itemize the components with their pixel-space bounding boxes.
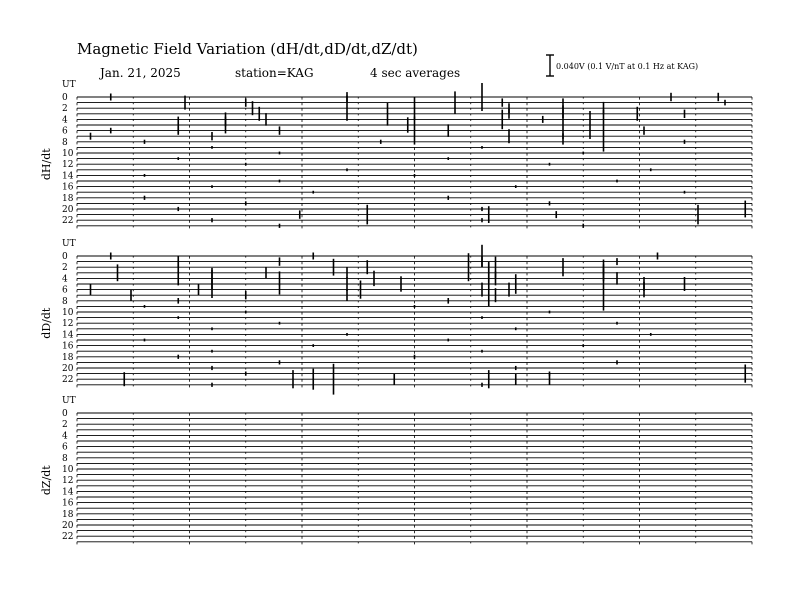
chart-title: Magnetic Field Variation (dH/dt,dD/dt,dZ/dt) xyxy=(77,40,418,58)
hour-tick-label: 8 xyxy=(62,137,68,148)
panel-ylabel: dH/dt xyxy=(40,148,53,181)
hour-tick-label: 0 xyxy=(62,409,68,419)
panel-1 xyxy=(40,239,752,395)
hour-tick-label: 8 xyxy=(62,296,68,307)
hour-tick-label: 22 xyxy=(62,216,74,227)
hour-tick-label: 18 xyxy=(62,193,74,204)
hour-tick-label: 8 xyxy=(62,453,68,464)
hour-tick-label: 16 xyxy=(62,341,74,352)
hour-tick-label: 22 xyxy=(62,532,74,543)
hour-tick-label: 2 xyxy=(62,420,68,431)
hour-tick-label: 20 xyxy=(62,205,74,215)
hour-tick-label: 14 xyxy=(62,171,74,182)
hour-tick-label: 16 xyxy=(62,498,74,509)
hour-tick-label: 18 xyxy=(62,509,74,520)
hour-tick-label: 4 xyxy=(62,115,68,126)
hour-tick-label: 2 xyxy=(62,104,68,115)
scale-bar-label: 0.040V (0.1 V/nT at 0.1 Hz at KAG) xyxy=(556,62,699,71)
averaging-label: 4 sec averages xyxy=(370,66,461,80)
ut-axis-label: UT xyxy=(62,239,76,249)
hour-tick-label: 4 xyxy=(62,431,68,442)
hour-tick-label: 6 xyxy=(62,126,68,137)
panel-0 xyxy=(40,80,752,228)
ut-axis-label: UT xyxy=(62,396,76,406)
station-label: station=KAG xyxy=(235,66,314,80)
hour-tick-label: 12 xyxy=(62,319,74,330)
hour-tick-label: 20 xyxy=(62,521,74,531)
hour-tick-label: 2 xyxy=(62,263,68,274)
hour-tick-label: 22 xyxy=(62,375,74,386)
scale-bar xyxy=(546,55,698,76)
hour-tick-label: 10 xyxy=(62,149,74,159)
hour-tick-label: 0 xyxy=(62,252,68,262)
hour-tick-label: 16 xyxy=(62,182,74,193)
hour-tick-label: 6 xyxy=(62,442,68,453)
hour-tick-label: 18 xyxy=(62,352,74,363)
ut-axis-label: UT xyxy=(62,80,76,90)
hour-tick-label: 10 xyxy=(62,465,74,475)
hour-tick-label: 0 xyxy=(62,93,68,103)
panel-ylabel: dZ/dt xyxy=(40,465,53,496)
hour-tick-label: 12 xyxy=(62,476,74,487)
hour-tick-label: 20 xyxy=(62,364,74,374)
hour-tick-label: 14 xyxy=(62,330,74,341)
hour-tick-label: 6 xyxy=(62,285,68,296)
hour-tick-label: 4 xyxy=(62,274,68,285)
panel-ylabel: dD/dt xyxy=(40,307,53,339)
hour-tick-label: 12 xyxy=(62,160,74,171)
panel-2 xyxy=(40,396,752,544)
hour-tick-label: 14 xyxy=(62,487,74,498)
hour-tick-label: 10 xyxy=(62,308,74,318)
panels-group xyxy=(40,80,752,544)
date-label: Jan. 21, 2025 xyxy=(100,66,181,80)
